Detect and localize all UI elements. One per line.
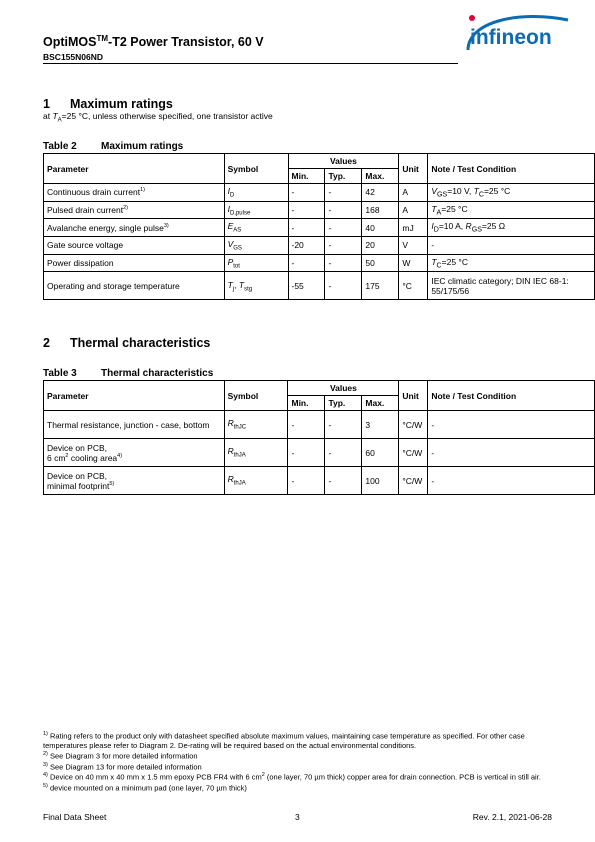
table-row — [44, 439, 595, 467]
footnote: $^{4)}$ Device on 40 mm x 40 mm x 1.5 mm epoxy PCB FR4 with 6 $cm^2$ (one layer, 70 µm thick) copper area for drain connection. PCB is vertical in still air. — [43, 772, 541, 782]
cell-unit: °C/W — [399, 411, 428, 439]
subtitle-sub: A — [57, 117, 62, 124]
cell-note: $T_A=25$ °C — [428, 201, 595, 219]
cell-note: - — [428, 237, 595, 255]
cell-max: 20 — [362, 237, 399, 255]
cell-typ: - — [325, 184, 362, 202]
header-parameter: Parameter — [44, 381, 225, 411]
infineon-logo — [458, 10, 573, 58]
footnote: $^{2)}$ See Diagram 3 for more detailed information — [43, 750, 198, 761]
cell-max: 50 — [362, 254, 399, 272]
cell-typ: - — [325, 439, 362, 467]
table-2-caption — [43, 141, 183, 152]
header-unit: Unit — [399, 154, 428, 184]
header-symbol: Symbol — [224, 381, 288, 411]
section-2-title: Thermal characteristics — [70, 336, 211, 350]
cell-typ: - — [325, 201, 362, 219]
header-typ: Typ. — [325, 396, 362, 411]
cell-parameter: Pulsed drain current$^{2)}$ — [44, 201, 225, 219]
cell-typ: - — [325, 219, 362, 237]
cell-max: 42 — [362, 184, 399, 202]
cell-max: 3 — [362, 411, 399, 439]
cell-min: - — [288, 184, 325, 202]
header-values: Values — [288, 154, 399, 169]
cell-unit: °C/W — [399, 439, 428, 467]
footnotes — [43, 730, 553, 793]
table-row — [44, 254, 595, 272]
cell-typ: - — [325, 254, 362, 272]
cell-typ: - — [325, 411, 362, 439]
table-3-body — [44, 411, 595, 495]
cell-typ: - — [325, 467, 362, 495]
cell-max: 60 — [362, 439, 399, 467]
cell-symbol: $R_{thJA}$ — [224, 467, 288, 495]
cell-parameter: Device on PCB, 6 $cm^2$ cooling area$^{4)}$ — [44, 439, 225, 467]
logo-dot — [469, 15, 475, 21]
cell-note: $I_D=10$ A, $R_{GS}=25$ Ω — [428, 219, 595, 237]
table-row — [44, 219, 595, 237]
section-2-number: 2 — [43, 336, 50, 350]
cell-min: -20 — [288, 237, 325, 255]
header-min: Min. — [288, 169, 325, 184]
title-trademark: TM — [96, 34, 109, 43]
cell-unit: °C/W — [399, 467, 428, 495]
table-row — [44, 184, 595, 202]
footer-right: Rev. 2.1, 2021-06-28 — [472, 812, 552, 822]
table-row — [44, 272, 595, 300]
cell-unit: A — [399, 201, 428, 219]
cell-note: - — [428, 411, 595, 439]
cell-max: 175 — [362, 272, 399, 300]
cell-unit: W — [399, 254, 428, 272]
cell-symbol: $I_{D,pulse}$ — [224, 201, 288, 219]
title-main: OptiMOS — [43, 35, 97, 50]
header-note: Note / Test Condition — [428, 154, 595, 184]
table-row — [44, 411, 595, 439]
document-title — [43, 34, 264, 49]
cell-parameter: Power dissipation — [44, 254, 225, 272]
cell-symbol: $R_{thJA}$ — [224, 439, 288, 467]
table-2-body — [44, 184, 595, 300]
section-1-number: 1 — [43, 97, 50, 111]
cell-note: $V_{GS}=10$ V, $T_C=25$ °C — [428, 184, 595, 202]
header-symbol: Symbol — [224, 154, 288, 184]
table-3-title: Thermal characteristics — [101, 368, 214, 379]
cell-unit: A — [399, 184, 428, 202]
cell-note: IEC climatic category; DIN IEC 68-1: 55/175/56 — [428, 272, 595, 300]
cell-typ: - — [325, 237, 362, 255]
footer-left: Final Data Sheet — [43, 812, 107, 822]
header-max: Max. — [362, 169, 399, 184]
cell-note: - — [428, 467, 595, 495]
table-row — [44, 201, 595, 219]
subtitle-symbol: T — [52, 111, 58, 121]
cell-max: 40 — [362, 219, 399, 237]
table-3-caption — [43, 368, 213, 379]
header-parameter: Parameter — [44, 154, 225, 184]
table-row — [44, 237, 595, 255]
cell-min: - — [288, 439, 325, 467]
cell-symbol: $R_{thJC}$ — [224, 411, 288, 439]
section-1-title: Maximum ratings — [70, 97, 173, 111]
subtitle-suffix: =25 °C, unless otherwise specified, one transistor active — [61, 111, 273, 121]
logo-text: infineon — [470, 26, 552, 49]
cell-min: -55 — [288, 272, 325, 300]
header-unit: Unit — [399, 381, 428, 411]
cell-min: - — [288, 201, 325, 219]
header-note: Note / Test Condition — [428, 381, 595, 411]
cell-min: - — [288, 219, 325, 237]
header-values: Values — [288, 381, 399, 396]
cell-parameter: Continuous drain current$^{1)}$ — [44, 184, 225, 202]
table-row — [44, 467, 595, 495]
page-number: 3 — [295, 812, 300, 822]
cell-parameter: Thermal resistance, junction - case, bottom — [44, 411, 225, 439]
cell-note: $T_C=25$ °C — [428, 254, 595, 272]
header-typ: Typ. — [325, 169, 362, 184]
cell-note: - — [428, 439, 595, 467]
cell-symbol: $E_{AS}$ — [224, 219, 288, 237]
header-min: Min. — [288, 396, 325, 411]
cell-symbol: $V_{GS}$ — [224, 237, 288, 255]
section-1-subtitle — [43, 111, 273, 124]
cell-min: - — [288, 411, 325, 439]
cell-parameter: Avalanche energy, single pulse$^{3)}$ — [44, 219, 225, 237]
cell-max: 100 — [362, 467, 399, 495]
title-rest: -T2 Power Transistor, 60 V — [108, 35, 264, 50]
footnote: $^{1)}$ Rating refers to the product only with datasheet specified absolute maximum values, maintaining case temperature as specified. For other case temperatures please refer to Diagram 2. De-rating will be required based on the actual environmental conditions. — [43, 731, 525, 750]
cell-symbol: $T_j$, $T_{stg}$ — [224, 272, 288, 300]
cell-unit: mJ — [399, 219, 428, 237]
table-3-label: Table 3 — [43, 368, 77, 379]
cell-min: - — [288, 254, 325, 272]
cell-min: - — [288, 467, 325, 495]
part-number: BSC155N06ND — [43, 52, 103, 62]
header-rule — [43, 63, 458, 64]
cell-unit: °C — [399, 272, 428, 300]
header-max: Max. — [362, 396, 399, 411]
cell-parameter: Operating and storage temperature — [44, 272, 225, 300]
cell-typ: - — [325, 272, 362, 300]
cell-symbol: $P_{tot}$ — [224, 254, 288, 272]
thermal-characteristics-table — [43, 380, 595, 495]
maximum-ratings-table — [43, 153, 595, 300]
footnote: $^{3)}$ See Diagram 13 for more detailed information — [43, 761, 202, 772]
table-2-title: Maximum ratings — [101, 141, 184, 152]
cell-parameter: Device on PCB, minimal footprint$^{5)}$ — [44, 467, 225, 495]
cell-max: 168 — [362, 201, 399, 219]
footnote: $^{5)}$ device mounted on a minimum pad (one layer, 70 µm thick) — [43, 783, 247, 793]
table-2-label: Table 2 — [43, 141, 77, 152]
subtitle-prefix: at — [43, 111, 53, 121]
cell-symbol: $I_D$ — [224, 184, 288, 202]
cell-unit: V — [399, 237, 428, 255]
cell-parameter: Gate source voltage — [44, 237, 225, 255]
